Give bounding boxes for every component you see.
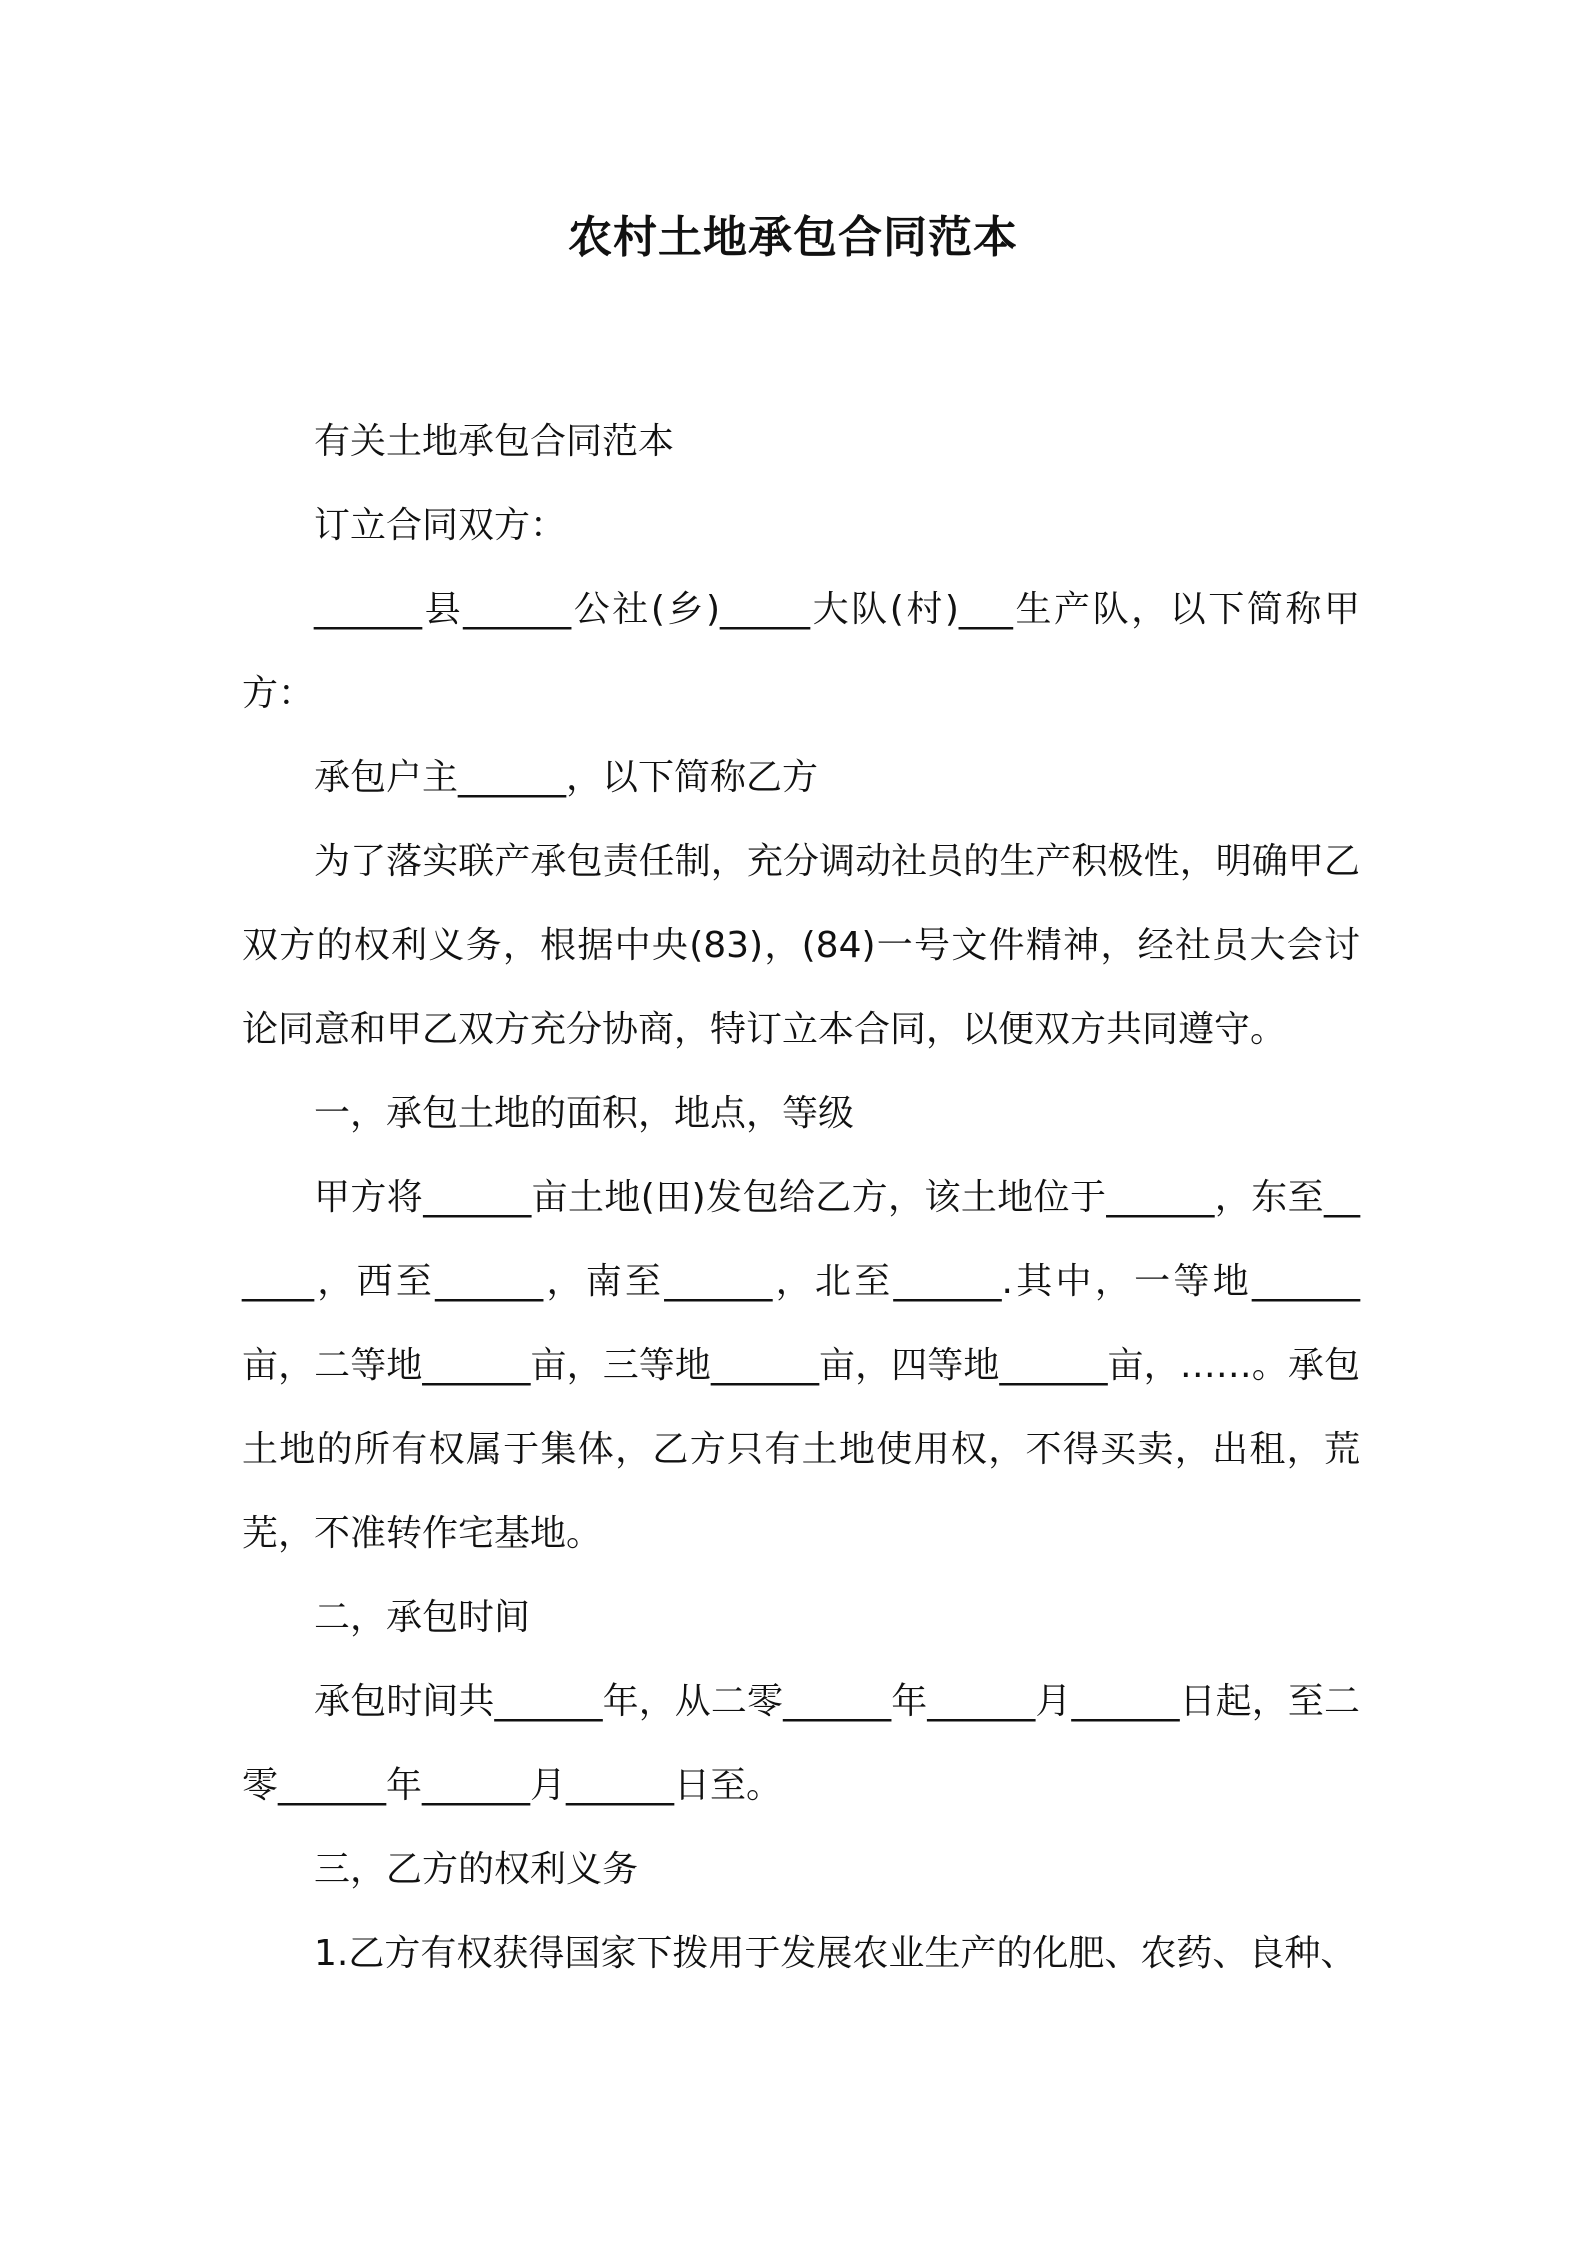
- section-heading-time: 二，承包时间: [314, 1597, 531, 1638]
- section-heading-land: 一，承包土地的面积，地点，等级: [314, 1093, 855, 1134]
- document-body: [242, 400, 1360, 1996]
- section-heading-party-b-rights: 三，乙方的权利义务: [314, 1849, 639, 1890]
- paragraph-land-details: 甲方将______亩土地(田)发包给乙方，该土地位于______，东至______，西至______，南至______，北至______.其中，一等地______亩，二等地______亩，三等地______亩，四等地______亩，……。承包土地的所有权属于集体，乙方只有土地使用权，不得买卖，出租，荒芜，不准转作宅基地。: [242, 1177, 1360, 1554]
- paragraph-party-b: 承包户主______，以下简称乙方: [314, 757, 819, 798]
- paragraph-subtitle: 有关土地承包合同范本: [314, 421, 675, 462]
- paragraph-rights-item-1: 1.乙方有权获得国家下拨用于发展农业生产的化肥、农药、良种、: [314, 1933, 1357, 1974]
- paragraph-contract-period: 承包时间共______年，从二零______年______月______日起，至二零______年______月______日至。: [242, 1681, 1360, 1806]
- paragraph-parties-heading: 订立合同双方：: [314, 505, 567, 546]
- paragraph-purpose: 为了落实联产承包责任制，充分调动社员的生产积极性，明确甲乙双方的权利义务，根据中央(83)，(84)一号文件精神，经社员大会讨论同意和甲乙双方充分协商，特订立本合同，以便双方共同遵守。: [242, 841, 1360, 1050]
- document-title: 农村土地承包合同范本: [568, 212, 1018, 263]
- paragraph-party-a: ______县______公社(乡)_____大队(村)___生产队，以下简称甲方：: [242, 589, 1360, 714]
